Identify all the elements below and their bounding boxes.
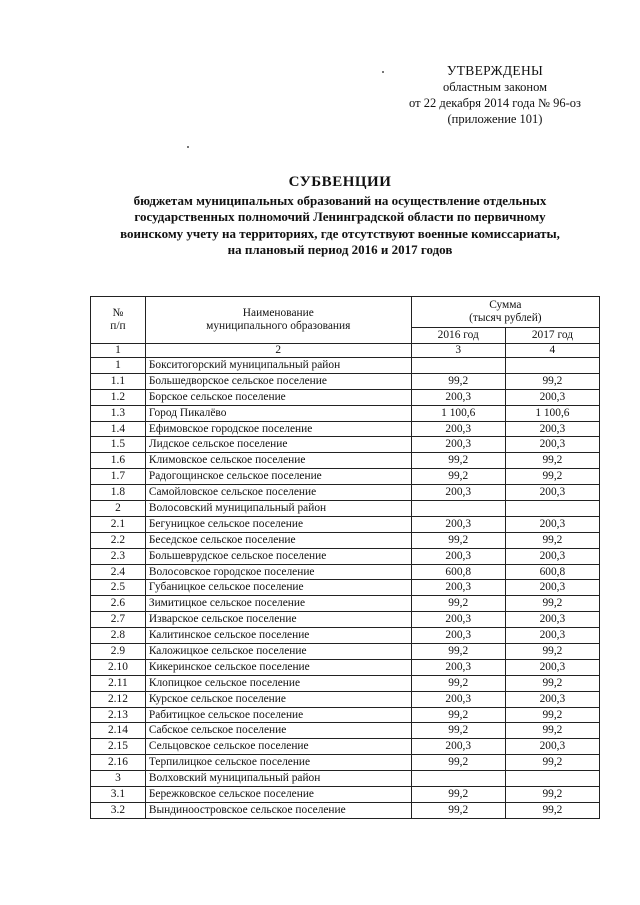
row-name: Климовское сельское поселение bbox=[145, 453, 411, 469]
title-main: СУБВЕНЦИИ bbox=[288, 174, 392, 190]
row-number: 2 bbox=[91, 501, 146, 517]
row-2017: 99,2 bbox=[505, 675, 599, 691]
row-2016: 99,2 bbox=[411, 644, 505, 660]
row-2016: 200,3 bbox=[411, 612, 505, 628]
row-2016: 1 100,6 bbox=[411, 405, 505, 421]
row-2016: 99,2 bbox=[411, 373, 505, 389]
table-row bbox=[91, 755, 600, 771]
row-number: 2.5 bbox=[91, 580, 146, 596]
row-name: Кикеринское сельское поселение bbox=[145, 659, 411, 675]
row-2017: 200,3 bbox=[505, 485, 599, 501]
row-number: 2.4 bbox=[91, 564, 146, 580]
header-number-text: № bbox=[112, 307, 124, 319]
row-2016: 200,3 bbox=[411, 485, 505, 501]
row-2017: 200,3 bbox=[505, 548, 599, 564]
row-number: 2.3 bbox=[91, 548, 146, 564]
row-number: 2.1 bbox=[91, 516, 146, 532]
title-line: государственных полномочий Ленинградской области по первичному bbox=[134, 209, 546, 224]
column-number-1: 1 bbox=[91, 344, 146, 358]
row-2017: 200,3 bbox=[505, 580, 599, 596]
row-number: 3.1 bbox=[91, 787, 146, 803]
row-2017: 99,2 bbox=[505, 802, 599, 818]
row-name: Лидское сельское поселение bbox=[145, 437, 411, 453]
row-name: Курское сельское поселение bbox=[145, 691, 411, 707]
row-name: Сабское сельское поселение bbox=[145, 723, 411, 739]
scan-speck bbox=[187, 146, 189, 148]
row-number: 1.8 bbox=[91, 485, 146, 501]
table-row bbox=[91, 548, 600, 564]
row-2017: 99,2 bbox=[505, 787, 599, 803]
approval-appendix: (приложение 101) bbox=[447, 112, 543, 126]
row-2017: 99,2 bbox=[505, 532, 599, 548]
row-number: 1.3 bbox=[91, 405, 146, 421]
table-row bbox=[91, 580, 600, 596]
header-sum-text: (тысяч рублей) bbox=[469, 312, 542, 324]
table-row bbox=[91, 516, 600, 532]
table-row bbox=[91, 564, 600, 580]
table-row bbox=[91, 739, 600, 755]
table-row bbox=[91, 659, 600, 675]
row-2017: 200,3 bbox=[505, 659, 599, 675]
table-row bbox=[91, 644, 600, 660]
row-2017: 99,2 bbox=[505, 644, 599, 660]
subventions-table bbox=[90, 296, 600, 819]
row-2017: 200,3 bbox=[505, 437, 599, 453]
row-number: 2.9 bbox=[91, 644, 146, 660]
row-name: Ефимовское городское поселение bbox=[145, 421, 411, 437]
row-2016: 200,3 bbox=[411, 389, 505, 405]
header-number-text: п/п bbox=[110, 320, 126, 332]
row-number: 1 bbox=[91, 358, 146, 374]
row-name: Бегуницкое сельское поселение bbox=[145, 516, 411, 532]
header-name-text: муниципального образования bbox=[206, 320, 351, 332]
table-row bbox=[91, 771, 600, 787]
header-2017: 2017 год bbox=[505, 328, 599, 344]
table-row bbox=[91, 802, 600, 818]
table-row bbox=[91, 691, 600, 707]
row-name: Каложицкое сельское поселение bbox=[145, 644, 411, 660]
approval-block bbox=[380, 63, 610, 127]
row-number: 1.4 bbox=[91, 421, 146, 437]
column-number-2: 2 bbox=[145, 344, 411, 358]
row-name: Борское сельское поселение bbox=[145, 389, 411, 405]
row-number: 1.2 bbox=[91, 389, 146, 405]
row-name: Бережковское сельское поселение bbox=[145, 787, 411, 803]
row-2016: 200,3 bbox=[411, 580, 505, 596]
row-name: Самойловское сельское поселение bbox=[145, 485, 411, 501]
row-number: 1.5 bbox=[91, 437, 146, 453]
row-name: Терпилицкое сельское поселение bbox=[145, 755, 411, 771]
row-2016: 99,2 bbox=[411, 707, 505, 723]
row-2017: 99,2 bbox=[505, 373, 599, 389]
table-row bbox=[91, 358, 600, 374]
row-number: 2.16 bbox=[91, 755, 146, 771]
row-number: 3 bbox=[91, 771, 146, 787]
title-line: воинскому учету на территориях, где отсутствуют военные комиссариаты, bbox=[120, 225, 560, 241]
row-number: 3.2 bbox=[91, 802, 146, 818]
table-row bbox=[91, 675, 600, 691]
row-2016: 99,2 bbox=[411, 469, 505, 485]
title-line: на плановый период 2016 и 2017 годов bbox=[227, 242, 453, 257]
row-2016: 99,2 bbox=[411, 787, 505, 803]
row-number: 2.7 bbox=[91, 612, 146, 628]
row-2017 bbox=[505, 358, 599, 374]
row-name: Волховский муниципальный район bbox=[145, 771, 411, 787]
row-2016 bbox=[411, 358, 505, 374]
row-number: 1.6 bbox=[91, 453, 146, 469]
row-2017: 99,2 bbox=[505, 755, 599, 771]
table-row bbox=[91, 485, 600, 501]
row-number: 2.15 bbox=[91, 739, 146, 755]
row-name: Сельцовское сельское поселение bbox=[145, 739, 411, 755]
row-2016: 200,3 bbox=[411, 691, 505, 707]
header-2016: 2016 год bbox=[411, 328, 505, 344]
row-name: Зимитицкое сельское поселение bbox=[145, 596, 411, 612]
row-2017: 200,3 bbox=[505, 691, 599, 707]
row-2017: 99,2 bbox=[505, 469, 599, 485]
table-row bbox=[91, 437, 600, 453]
row-2016 bbox=[411, 501, 505, 517]
row-name: Изварское сельское поселение bbox=[145, 612, 411, 628]
table-row bbox=[91, 612, 600, 628]
row-2016: 200,3 bbox=[411, 437, 505, 453]
column-number-3: 3 bbox=[411, 344, 505, 358]
table-row bbox=[91, 723, 600, 739]
row-number: 2.11 bbox=[91, 675, 146, 691]
row-name: Рабитицкое сельское поселение bbox=[145, 707, 411, 723]
row-number: 2.10 bbox=[91, 659, 146, 675]
row-2016: 99,2 bbox=[411, 755, 505, 771]
row-2017: 99,2 bbox=[505, 723, 599, 739]
table-row bbox=[91, 469, 600, 485]
row-2017: 600,8 bbox=[505, 564, 599, 580]
row-name: Беседское сельское поселение bbox=[145, 532, 411, 548]
row-2017: 200,3 bbox=[505, 421, 599, 437]
row-2016 bbox=[411, 771, 505, 787]
row-2017: 200,3 bbox=[505, 628, 599, 644]
row-2016: 200,3 bbox=[411, 659, 505, 675]
header-sum bbox=[411, 297, 599, 328]
row-name: Бокситогорский муниципальный район bbox=[145, 358, 411, 374]
row-name: Город Пикалёво bbox=[145, 405, 411, 421]
table-row bbox=[91, 501, 600, 517]
row-name: Вындиноостровское сельское поселение bbox=[145, 802, 411, 818]
row-2017: 200,3 bbox=[505, 739, 599, 755]
row-2017: 99,2 bbox=[505, 596, 599, 612]
row-2016: 200,3 bbox=[411, 516, 505, 532]
row-2016: 99,2 bbox=[411, 453, 505, 469]
row-number: 2.14 bbox=[91, 723, 146, 739]
row-2016: 99,2 bbox=[411, 532, 505, 548]
row-number: 2.6 bbox=[91, 596, 146, 612]
row-2017: 200,3 bbox=[505, 612, 599, 628]
table-row bbox=[91, 707, 600, 723]
approval-date: от 22 декабря 2014 года № 96-оз bbox=[409, 96, 581, 110]
row-name: Радогощинское сельское поселение bbox=[145, 469, 411, 485]
row-name: Волосовский муниципальный район bbox=[145, 501, 411, 517]
header-sum-text: Сумма bbox=[489, 299, 522, 311]
row-2016: 200,3 bbox=[411, 548, 505, 564]
table-row bbox=[91, 532, 600, 548]
header-number bbox=[91, 297, 146, 344]
table-row bbox=[91, 373, 600, 389]
row-number: 2.12 bbox=[91, 691, 146, 707]
table-row bbox=[91, 389, 600, 405]
row-2016: 99,2 bbox=[411, 723, 505, 739]
table-row bbox=[91, 787, 600, 803]
header-name-text: Наименование bbox=[242, 307, 314, 319]
row-2017: 99,2 bbox=[505, 453, 599, 469]
row-2016: 200,3 bbox=[411, 628, 505, 644]
row-name: Волосовское городское поселение bbox=[145, 564, 411, 580]
table-row bbox=[91, 405, 600, 421]
row-2016: 200,3 bbox=[411, 739, 505, 755]
row-number: 2.13 bbox=[91, 707, 146, 723]
approval-heading: УТВЕРЖДЕНЫ bbox=[446, 63, 544, 78]
row-name: Клопицкое сельское поселение bbox=[145, 675, 411, 691]
table-row bbox=[91, 596, 600, 612]
row-name: Большедворское сельское поселение bbox=[145, 373, 411, 389]
document-title bbox=[60, 174, 620, 259]
row-2016: 99,2 bbox=[411, 802, 505, 818]
row-2017 bbox=[505, 501, 599, 517]
row-2016: 99,2 bbox=[411, 596, 505, 612]
row-name: Калитинское сельское поселение bbox=[145, 628, 411, 644]
row-2017: 99,2 bbox=[505, 707, 599, 723]
approval-law: областным законом bbox=[442, 80, 547, 94]
row-2017: 1 100,6 bbox=[505, 405, 599, 421]
row-2017: 200,3 bbox=[505, 516, 599, 532]
row-number: 1.7 bbox=[91, 469, 146, 485]
column-number-4: 4 bbox=[505, 344, 599, 358]
table-row bbox=[91, 453, 600, 469]
row-2016: 200,3 bbox=[411, 421, 505, 437]
row-name: Губаницкое сельское поселение bbox=[145, 580, 411, 596]
row-number: 2.8 bbox=[91, 628, 146, 644]
row-name: Большеврудское сельское поселение bbox=[145, 548, 411, 564]
row-2016: 99,2 bbox=[411, 675, 505, 691]
row-2017: 200,3 bbox=[505, 389, 599, 405]
row-2017 bbox=[505, 771, 599, 787]
table-row bbox=[91, 628, 600, 644]
title-line: бюджетам муниципальных образований на осуществление отдельных bbox=[133, 192, 547, 208]
row-2016: 600,8 bbox=[411, 564, 505, 580]
header-name bbox=[145, 297, 411, 344]
row-number: 2.2 bbox=[91, 532, 146, 548]
row-number: 1.1 bbox=[91, 373, 146, 389]
table-row bbox=[91, 421, 600, 437]
